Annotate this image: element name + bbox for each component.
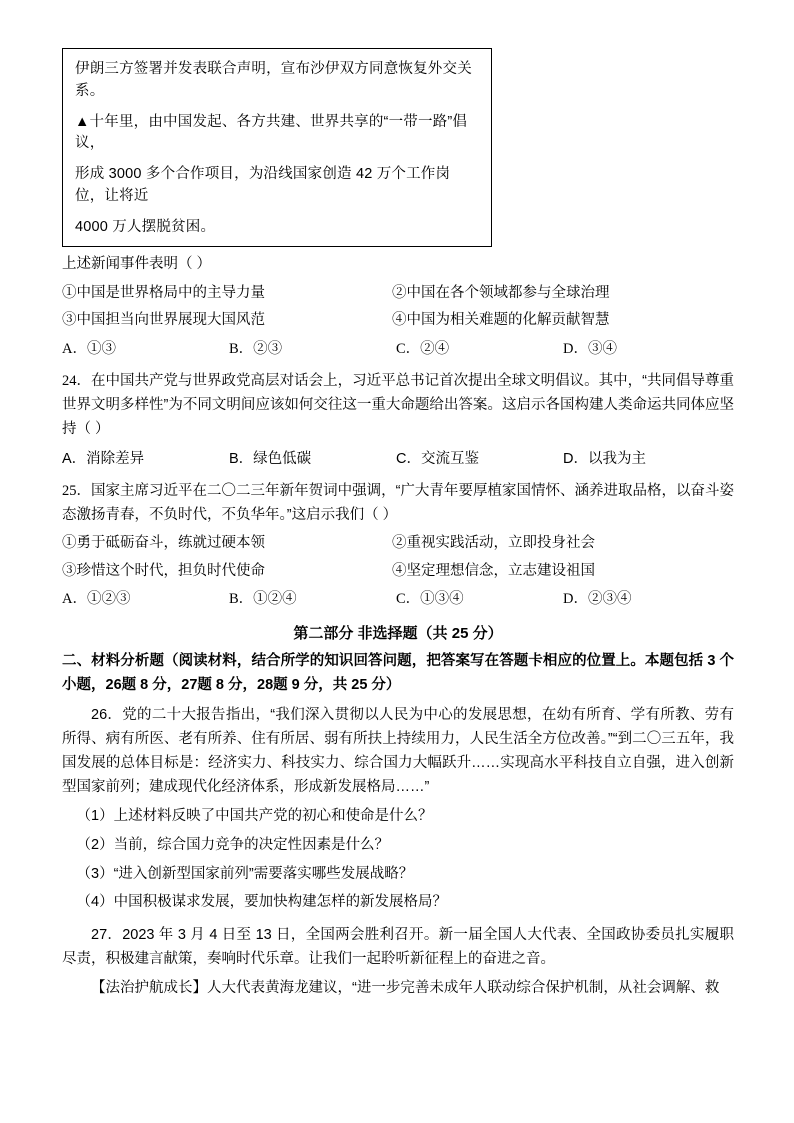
q24-choice-b[interactable]: B．绿色低碳 (229, 450, 312, 467)
question-26-sub-3: （3）“进入创新型国家前列”需要落实哪些发展战略？ (76, 865, 414, 882)
q24-choice-c[interactable]: C．交流互鉴 (396, 450, 479, 467)
question-24-body: 在中国共产党与世界政党高层对话会上，习近平总书记首次提出全球文明倡议。其中，“共同倡导尊重世界文明多样性”为不同文明间应该如何交往这一重大命题给出答案。这启示各国构建人类命运共同体应坚持（ ） (62, 373, 735, 438)
news-line-1: 伊朗三方签署并发表联合声明，宣布沙伊双方同意恢复外交关系。 (75, 61, 472, 99)
news-line-4: 4000 万人摆脱贫困。 (75, 218, 216, 235)
news-excerpt-box (62, 48, 492, 247)
q25-option-3: ③珍惜这个时代，担负时代使命 (62, 562, 265, 579)
q25-choice-c[interactable]: C．①③④ (396, 591, 464, 608)
q23-choice-b[interactable]: B．②③ (229, 340, 283, 357)
part-two-title: 第二部分 非选择题（共 25 分） (293, 624, 503, 642)
question-26-material: 26．党的二十大报告指出，“我们深入贯彻以人民为中心的发展思想，在幼有所育、学有所教、劳有所得、病有所医、老有所养、住有所居、弱有所扶上持续用力，人民生活全方位改善。”“到二〇三五年，我国发展的总体目标是：经济实力、科技实力、综合国力大幅跃升……实现高水平科技自立自强，进入创新型国家前列；建成现代化经济体系，形成新发展格局……” (62, 707, 734, 796)
question-25-body: 国家主席习近平在二〇二三年新年贺词中强调，“广大青年要厚植家国情怀、涵养进取品格，以奋斗姿态激扬青春，不负时代，不负华年。”这启示我们（ ） (62, 483, 735, 524)
question-23-options-row-1 (62, 282, 734, 305)
question-26-sub-2: （2）当前，综合国力竞争的决定性因素是什么？ (76, 836, 390, 853)
q23-choice-a[interactable]: A．①③ (62, 340, 116, 357)
q24-choice-d[interactable]: D．以我为主 (563, 450, 646, 467)
q25-option-1: ①勇于砥砺奋斗，练就过硬本领 (62, 535, 265, 552)
q23-choice-c[interactable]: C．②④ (396, 340, 450, 357)
q24-choice-a[interactable]: A．消除差异 (62, 450, 145, 467)
q25-option-2: ②重视实践活动，立即投身社会 (392, 535, 595, 552)
question-26-sub-4: （4）中国积极谋求发展，要加快构建怎样的新发展格局？ (76, 894, 448, 911)
question-24-text (62, 369, 734, 441)
question-27-material-2: 【法治护航成长】人大代表黄海龙建议，“进一步完善未成年人联动综合保护机制，从社会调解、救 (91, 979, 720, 996)
part-two-intro: 二、材料分析题（阅读材料，结合所学的知识回答问题，把答案写在答题卡相应的位置上。本题包括 3 个小题，26题 8 分，27题 8 分，28题 9 分，共 25 分） (62, 652, 734, 693)
question-27-material: 27．2023 年 3 月 4 日至 13 日，全国两会胜利召开。新一届全国人大代表、全国政协委员扎实履职尽责，积极建言献策，奏响时代乐章。让我们一起聆听新征程上的奋进之音。 (62, 926, 734, 967)
q25-choice-d[interactable]: D．②③④ (563, 591, 632, 608)
q23-option-2: ②中国在各个领域都参与全球治理 (392, 284, 610, 301)
question-23-choices (62, 337, 734, 362)
q23-option-3: ③中国担当向世界展现大国风范 (62, 312, 265, 329)
question-25-choices (62, 587, 734, 612)
news-line-2: ▲十年里，由中国发起、各方共建、世界共享的“一带一路”倡议， (75, 113, 468, 152)
question-26-sub-1: （1）上述材料反映了中国共产党的初心和使命是什么？ (76, 808, 433, 825)
question-24-number: 24． (62, 373, 92, 390)
q23-choice-d[interactable]: D．③④ (563, 340, 617, 357)
question-25-options-row-2 (62, 560, 734, 583)
q25-choice-a[interactable]: A．①②③ (62, 591, 131, 608)
news-line-3: 形成 3000 多个合作项目，为沿线国家创造 42 万个工作岗位，让将近 (75, 166, 451, 204)
question-23-stem: 上述新闻事件表明（ ） (62, 256, 212, 273)
q23-option-4: ④中国为相关难题的化解贡献智慧 (392, 312, 610, 329)
q25-option-4: ④坚定理想信念，立志建设祖国 (392, 562, 595, 579)
page-content (62, 48, 734, 1005)
q23-option-1: ①中国是世界格局中的主导力量 (62, 284, 265, 301)
question-23-options-row-2 (62, 309, 734, 332)
question-24-choices (62, 447, 734, 472)
question-25-number: 25． (62, 483, 92, 500)
question-25-options-row-1 (62, 532, 734, 555)
q25-choice-b[interactable]: B．①②④ (229, 591, 297, 608)
question-25-text (62, 479, 734, 527)
